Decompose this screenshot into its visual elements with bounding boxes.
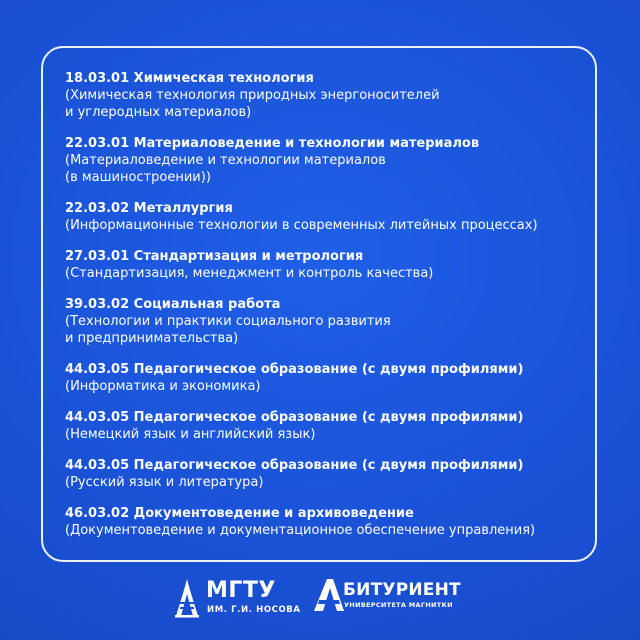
program-title: 18.03.01 Химическая технология — [65, 71, 314, 86]
abiturient-logo — [313, 578, 461, 618]
program-item — [65, 296, 605, 347]
program-item — [65, 409, 605, 443]
program-profile: (Информационные технологии в современных литейных процессах) — [65, 218, 538, 233]
abiturient-name: БИТУРИЕНТ — [343, 580, 461, 600]
program-title: 44.03.05 Педагогическое образование (с двумя профилями) — [65, 458, 524, 473]
program-profile: (Информатика и экономика) — [65, 379, 261, 394]
program-item — [65, 505, 605, 539]
program-item — [65, 200, 605, 234]
program-profile: (Материаловедение и технологии материалов (в машиностроении)) — [65, 153, 386, 185]
program-profile: (Немецкий язык и английский язык) — [65, 427, 316, 442]
program-title: 39.03.02 Социальная работа — [65, 297, 281, 312]
program-profile: (Стандартизация, менеджмент и контроль качества) — [65, 266, 434, 281]
program-item — [65, 248, 605, 282]
program-title: 44.03.05 Педагогическое образование (с двумя профилями) — [65, 362, 524, 377]
mgtu-subtitle: ИМ. Г.И. НОСОВА — [207, 605, 301, 615]
program-title: 27.03.01 Стандартизация и метрология — [65, 249, 364, 264]
mgtu-name: МГТУ — [206, 578, 276, 603]
program-profile: (Документоведение и документационное обеспечение управления) — [65, 523, 536, 538]
program-profile: (Русский язык и литература) — [65, 475, 264, 490]
program-profile: (Химическая технология природных энергоносителей и углеродных материалов) — [65, 88, 440, 120]
program-item — [65, 361, 605, 395]
program-item — [65, 457, 605, 491]
program-title: 22.03.02 Металлургия — [65, 201, 233, 216]
program-title: 22.03.01 Материаловедение и технологии материалов — [65, 136, 480, 151]
mgtu-emblem-icon — [172, 578, 202, 618]
programs-list — [65, 70, 605, 539]
program-item — [65, 70, 605, 121]
mgtu-logo — [172, 578, 302, 618]
program-title: 46.03.02 Документоведение и архивоведение — [65, 506, 414, 521]
abiturient-a-icon — [313, 578, 345, 612]
program-profile: (Технологии и практики социального развития и предпринимательства) — [65, 314, 391, 346]
abiturient-subtitle: УНИВЕРСИТЕТА МАГНИТКИ — [344, 601, 453, 609]
program-item — [65, 135, 605, 186]
program-title: 44.03.05 Педагогическое образование (с двумя профилями) — [65, 410, 524, 425]
footer-logos — [0, 572, 640, 622]
